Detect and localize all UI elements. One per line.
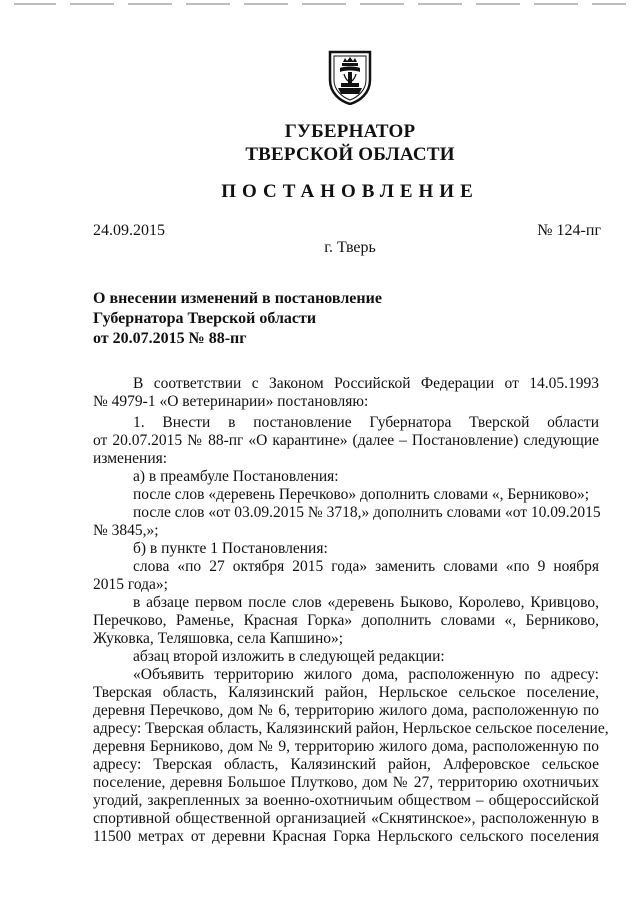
body-line: после слов «от 03.09.2015 № 3718,» дополнить словами «от 10.09.2015 bbox=[133, 504, 601, 521]
body-line: деревня Берниково, дом № 9, территорию жилого дома, расположенную по bbox=[93, 738, 599, 755]
scan-artifact bbox=[14, 3, 56, 5]
body-line: после слов «деревень Перечково» дополнить словами «, Берниково»; bbox=[133, 486, 590, 503]
document-city: г. Тверь bbox=[324, 239, 376, 256]
title-line-1: ГУБЕРНАТОР bbox=[284, 121, 416, 142]
scan-artifact bbox=[244, 3, 288, 5]
body-line: б) в пункте 1 Постановления: bbox=[133, 540, 328, 557]
body-line: Перечково, Раменье, Красная Горка» дополнить словами «, Берниково, bbox=[93, 612, 599, 629]
scan-artifact bbox=[186, 3, 230, 5]
body-line: абзац второй изложить в следующей редакции: bbox=[133, 648, 445, 665]
body-line: Тверская область, Калязинский район, Нерльское сельское поселение, bbox=[93, 684, 599, 701]
body-line: а) в преамбуле Постановления: bbox=[133, 468, 339, 485]
document-subject bbox=[93, 289, 382, 349]
body-line: адресу: Тверская область, Калязинский район, Нерльское сельское поселение, bbox=[93, 720, 609, 737]
document-date: 24.09.2015 bbox=[93, 222, 165, 239]
body-line: спортивной общественной организацией «Скнятинское», расположенную в bbox=[93, 810, 599, 827]
document-type: ПОСТАНОВЛЕНИЕ bbox=[221, 181, 479, 202]
body-line: 11500 метрах от деревни Красная Горка Нерльского сельского поселения bbox=[93, 828, 599, 845]
scan-artifact bbox=[418, 3, 462, 5]
body-line: изменения: bbox=[93, 450, 168, 467]
coat-of-arms-icon bbox=[327, 50, 373, 105]
scan-artifact bbox=[592, 3, 626, 5]
body-line: слова «по 27 октября 2015 года» заменить словами «по 9 ноября bbox=[133, 558, 599, 575]
scan-artifact bbox=[476, 3, 520, 5]
scan-artifact bbox=[302, 3, 346, 5]
document-number: № 124-пг bbox=[537, 222, 601, 239]
body-line: Жуковка, Теляшовка, села Капшино»; bbox=[93, 630, 344, 647]
scan-artifact bbox=[70, 3, 114, 5]
title-line-2: ТВЕРСКОЙ ОБЛАСТИ bbox=[245, 144, 455, 165]
scan-artifact bbox=[360, 3, 404, 5]
body-line: 2015 года»; bbox=[93, 576, 168, 593]
subject-line: Губернатора Тверской области bbox=[93, 310, 317, 327]
subject-line: от 20.07.2015 № 88-пг bbox=[93, 330, 247, 347]
body-line: «Объявить территорию жилого дома, расположенную по адресу: bbox=[133, 666, 599, 683]
body-line: адресу: Тверская область, Калязинский район, Алферовское сельское bbox=[93, 756, 599, 773]
body-line: 1. Внести в постановление Губернатора Тверской области bbox=[133, 414, 599, 431]
body-line: поселение, деревня Большое Плутково, дом № 27, территорию охотничьих bbox=[93, 774, 599, 791]
body-line: В соответствии с Законом Российской Федерации от 14.05.1993 bbox=[133, 375, 599, 392]
body-line: в абзаце первом после слов «деревень Быково, Королево, Кривцово, bbox=[133, 594, 599, 611]
body-line: угодий, закрепленных за военно-охотничьим обществом – общероссийской bbox=[93, 792, 599, 809]
body-line: № 3845,»; bbox=[93, 522, 159, 539]
scan-artifact bbox=[128, 3, 172, 5]
subject-line: О внесении изменений в постановление bbox=[93, 290, 382, 307]
body-line: № 4979-1 «О ветеринарии» постановляю: bbox=[93, 393, 369, 410]
scan-artifact bbox=[534, 3, 578, 5]
body-line: деревня Перечково, дом № 6, территорию жилого дома, расположенную по bbox=[93, 702, 599, 719]
body-line: от 20.07.2015 № 88-пг «О карантине» (далее – Постановление) следующие bbox=[93, 432, 599, 449]
